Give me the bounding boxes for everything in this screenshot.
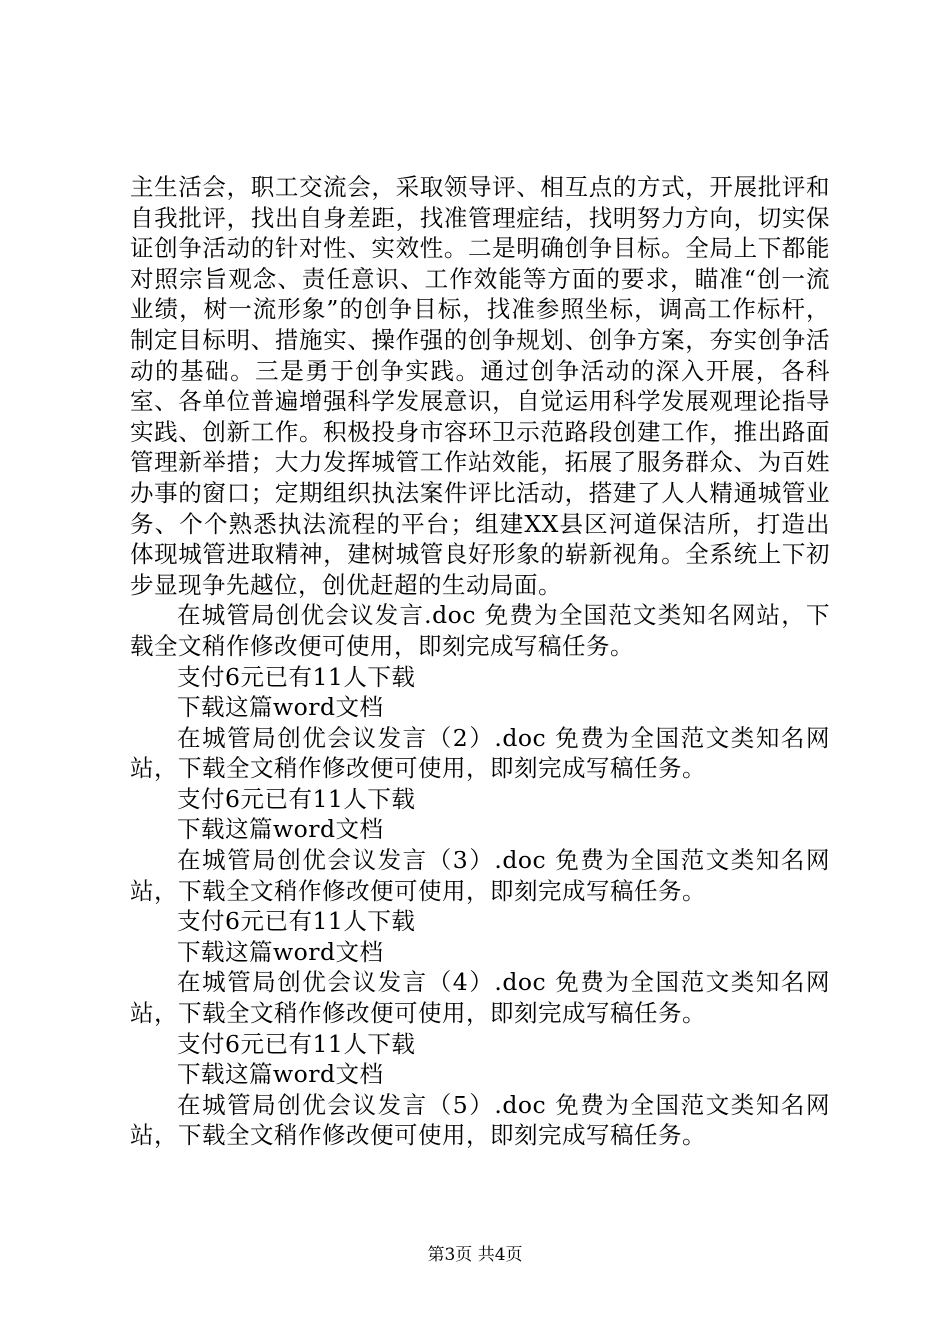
main-paragraph: 主生活会，职工交流会，采取领导评、相互点的方式，开展批评和自我批评，找出自身差距，找准管理症结，找明努力方向，切实保证创争活动的针对性、实效性。二是明确创争目标。全局上下都能对照宗旨观念、责任意识、工作效能等方面的要求，瞄准“创一流业绩，树一流形象”的创争目标，找准参照坐标，调高工作标杆，制定目标明、措施实、操作强的创争规划、创争方案，夯实创争活动的基础。三是勇于创争实践。通过创争活动的深入开展，各科室、各单位普遍增强科学发展意识，自觉运用科学发展观理论指导实践、创新工作。积极投身市容环卫示范路段创建工作，推出路面管理新举措；大力发挥城管工作站效能，拓展了服务群众、为百姓办事的窗口；定期组织执法案件评比活动，搭建了人人精通城管业务、个个熟悉执法流程的平台；组建XX县区河道保洁所，打造出体现城管进取精神，建树城管良好形象的崭新视角。全系统上下初步显现争先越位，创优赶超的生动局面。 — [130, 173, 830, 599]
payment-info-3: 支付6元已有11人下载 — [177, 907, 416, 936]
download-description-4: 在城管局创优会议发言（4）.doc 免费为全国范文类知名网站，下载全文稍作修改便可使用，即刻完成写稿任务。 — [130, 968, 830, 1028]
page-footer: 第3页 共4页 — [427, 1245, 523, 1265]
download-word-link-4[interactable]: 下载这篇word文档 — [177, 1060, 384, 1089]
payment-info-4: 支付6元已有11人下载 — [177, 1029, 416, 1058]
download-description-1: 在城管局创优会议发言.doc 免费为全国范文类知名网站，下载全文稍作修改便可使用，即刻完成写稿任务。 — [130, 601, 830, 660]
download-word-link-2[interactable]: 下载这篇word文档 — [177, 815, 384, 844]
download-word-link-3[interactable]: 下载这篇word文档 — [177, 937, 384, 966]
download-word-link-1[interactable]: 下载这篇word文档 — [177, 693, 384, 722]
payment-info-1: 支付6元已有11人下载 — [177, 662, 416, 691]
download-description-3: 在城管局创优会议发言（3）.doc 免费为全国范文类知名网站，下载全文稍作修改便可使用，即刻完成写稿任务。 — [130, 846, 830, 905]
download-description-2: 在城管局创优会议发言（2）.doc 免费为全国范文类知名网站，下载全文稍作修改便可使用，即刻完成写稿任务。 — [130, 723, 830, 783]
payment-info-2: 支付6元已有11人下载 — [177, 784, 416, 813]
download-description-5: 在城管局创优会议发言（5）.doc 免费为全国范文类知名网站，下载全文稍作修改便可使用，即刻完成写稿任务。 — [130, 1090, 830, 1150]
document-body — [130, 172, 830, 1151]
